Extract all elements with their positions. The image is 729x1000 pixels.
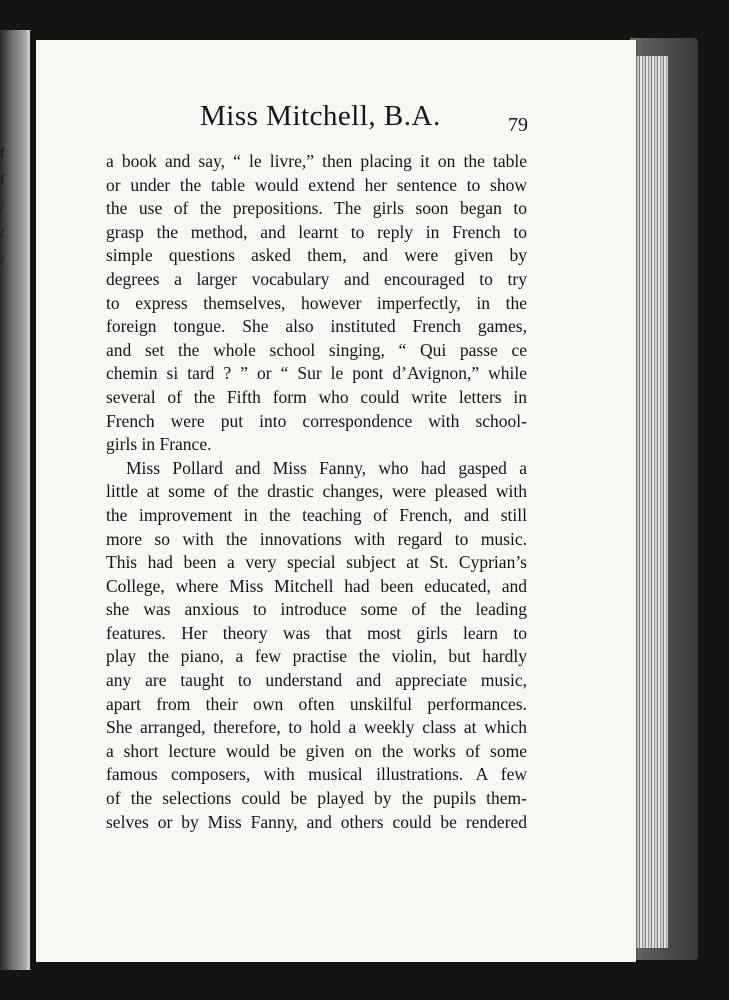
text-line: little at some of the drastic changes, were pleased with [106, 481, 527, 502]
running-title: Miss Mitchell, B.A. [200, 100, 441, 132]
text-line: This had been a very special subject at St. Cyprian’s [106, 552, 527, 573]
margin-mark: / [0, 227, 4, 242]
text-line: degrees a larger vocabulary and encouraged to try [106, 268, 527, 289]
text-line: and set the whole school singing, “ Qui passe ce [106, 339, 527, 360]
text-line: play the piano, a few practise the violin, but hardly [106, 646, 527, 667]
margin-mark: f [0, 173, 5, 188]
text-line: French were put into correspondence with school- [106, 410, 527, 431]
text-line: famous composers, with musical illustrations. A few [106, 764, 527, 785]
margin-mark: / [0, 200, 4, 215]
text-line: foreign tongue. She also instituted French games, [106, 316, 527, 337]
text-line: chemin si tard ? ” or “ Sur le pont d’Avignon,” while [106, 363, 527, 384]
text-line: any are taught to understand and appreciate music, [106, 670, 527, 691]
text-line: the improvement in the teaching of French, and still [106, 504, 527, 525]
page-number: 79 [508, 114, 528, 136]
text-line: or under the table would extend her sentence to show [106, 174, 527, 195]
text-line: Miss Pollard and Miss Fanny, who had gasped a [126, 457, 527, 478]
text-line: a short lecture would be given on the works of some [106, 740, 527, 761]
text-line: selves or by Miss Fanny, and others could be rendered [106, 811, 527, 832]
text-line: grasp the method, and learnt to reply in French to [106, 221, 527, 242]
body-text [106, 150, 527, 834]
text-line: apart from their own often unskilful performances. [106, 693, 527, 714]
margin-mark: / [0, 254, 4, 269]
text-line: features. Her theory was that most girls learn to [106, 622, 527, 643]
text-line: several of the Fifth form who could write letters in [106, 386, 527, 407]
text-line: girls in France. [106, 434, 212, 455]
text-line: to express themselves, however imperfectly, in the [106, 292, 527, 313]
text-line: a book and say, “ le livre,” then placing it on the table [106, 151, 527, 171]
left-margin-marks [0, 140, 10, 440]
text-line: more so with the innovations with regard to music. [106, 528, 527, 549]
text-line: of the selections could be played by the pupils them- [106, 788, 527, 809]
text-line: she was anxious to introduce some of the leading [106, 599, 527, 620]
text-line: College, where Miss Mitchell had been educated, and [106, 575, 527, 596]
running-head [0, 100, 729, 140]
text-line: simple questions asked them, and were given by [106, 245, 527, 266]
margin-mark: f [0, 146, 5, 161]
text-line: the use of the prepositions. The girls soon began to [106, 198, 527, 219]
text-line: She arranged, therefore, to hold a weekly class at which [106, 717, 527, 738]
